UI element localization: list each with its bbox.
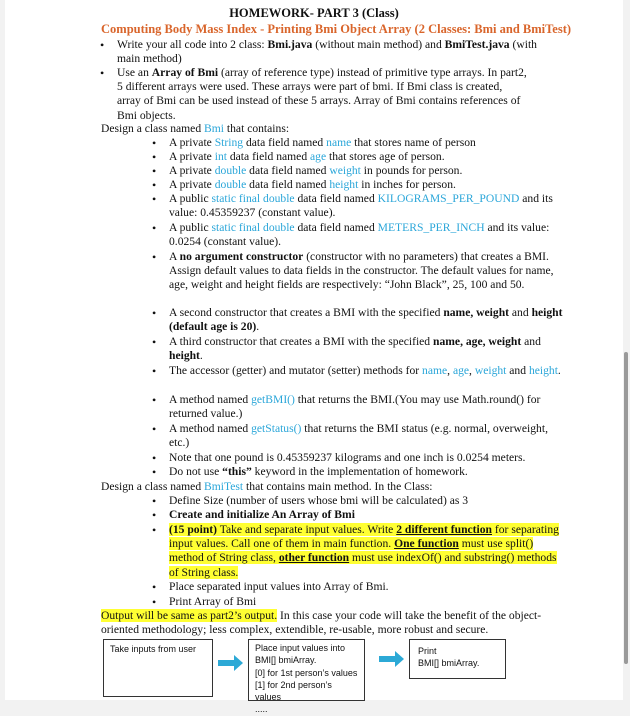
bmi-item: • A public static final double data field named KILOGRAMS_PER_POUND and its value: 0.45359237 (constant value). xyxy=(169,192,569,220)
bmi-item: • A method named getStatus() that returns the BMI status (e.g. normal, overweight, etc.) xyxy=(169,422,569,450)
intro-item: • Use an Array of Bmi (array of reference type) instead of primitive type arrays. In part2, 5 different arrays were used. These arrays were part of bmi. If Bmi class is created, array of Bmi can be used instead of these 5 arrays. Array of Bmi contains references of Bmi objects. xyxy=(117,66,527,123)
document-page xyxy=(5,0,623,715)
page-title: HOMEWORK- PART 3 (Class) xyxy=(229,6,399,20)
output-note: Output will be same as part2’s output. In this case your code will take the benefit of the object-oriented methodology; less complex, extendible, re-usable, more robust and secure. xyxy=(101,609,542,637)
test-item: • Print Array of Bmi xyxy=(169,595,569,609)
bmi-class-header: Design a class named Bmi that contains: xyxy=(101,122,290,135)
flow-arrow-icon xyxy=(218,655,244,671)
bmi-item: • A no argument constructor (constructor with no parameters) that creates a BMI. Assign default values to data fields in the constructor. The default values for name, age, weight and height fields are respectively: “John Black”, 25, 100 and 50. xyxy=(169,250,569,293)
bmi-item: • A private int data field named age that stores age of person. xyxy=(169,150,569,164)
scrollbar-thumb[interactable] xyxy=(624,352,628,664)
test-item: • Define Size (number of users whose bmi will be calculated) as 3 xyxy=(169,494,569,508)
bmi-item: • A second constructor that creates a BMI with the specified name, weight and height (default age is 20). xyxy=(169,306,569,334)
test-class-header: Design a class named BmiTest that contains main method. In the Class: xyxy=(101,480,433,493)
test-item-highlighted: • (15 point) Take and separate input values. Write 2 different function for separating input values. Call one of them in main function. One function must use split() method of String class, other function must use indexOf() and substring() methods of String class. xyxy=(169,523,564,580)
bmi-item: • A third constructor that creates a BMI with the specified name, age, weight and height. xyxy=(169,335,569,363)
bmi-item: • A private double data field named height in inches for person. xyxy=(169,178,569,192)
test-item: • Place separated input values into Array of Bmi. xyxy=(169,580,569,594)
bmi-item: • A private double data field named weight in pounds for person. xyxy=(169,164,569,178)
bmi-item: • A public static final double data field named METERS_PER_INCH and its value: 0.0254 (constant value). xyxy=(169,221,569,249)
intro-item: • Write your all code into 2 class: Bmi.java (without main method) and BmiTest.java (with main method) xyxy=(117,38,547,66)
bmi-item: • Do not use “this” keyword in the implementation of homework. xyxy=(169,465,569,479)
bmi-item: • The accessor (getter) and mutator (setter) methods for name, age, weight and height. xyxy=(169,364,569,378)
test-item: • Create and initialize An Array of Bmi xyxy=(169,508,569,522)
flow-box-print: Print BMI[] bmiArray. xyxy=(409,639,506,679)
page-subtitle: Computing Body Mass Index - Printing Bmi Object Array (2 Classes: Bmi and BmiTest) xyxy=(101,22,572,36)
bmi-item: • A method named getBMI() that returns the BMI.(You may use Math.round() for returned value.) xyxy=(169,393,569,421)
bmi-item: • Note that one pound is 0.45359237 kilograms and one inch is 0.0254 meters. xyxy=(169,451,579,465)
flow-arrow-icon xyxy=(379,651,405,667)
flow-box-place: Place input values into BMI[] bmiArray. [0] for 1st person’s values [1] for 2nd person’s values ..... xyxy=(248,639,365,701)
flow-box-input: Take inputs from user xyxy=(103,639,213,697)
bmi-item: • A private String data field named name that stores name of person xyxy=(169,136,569,150)
